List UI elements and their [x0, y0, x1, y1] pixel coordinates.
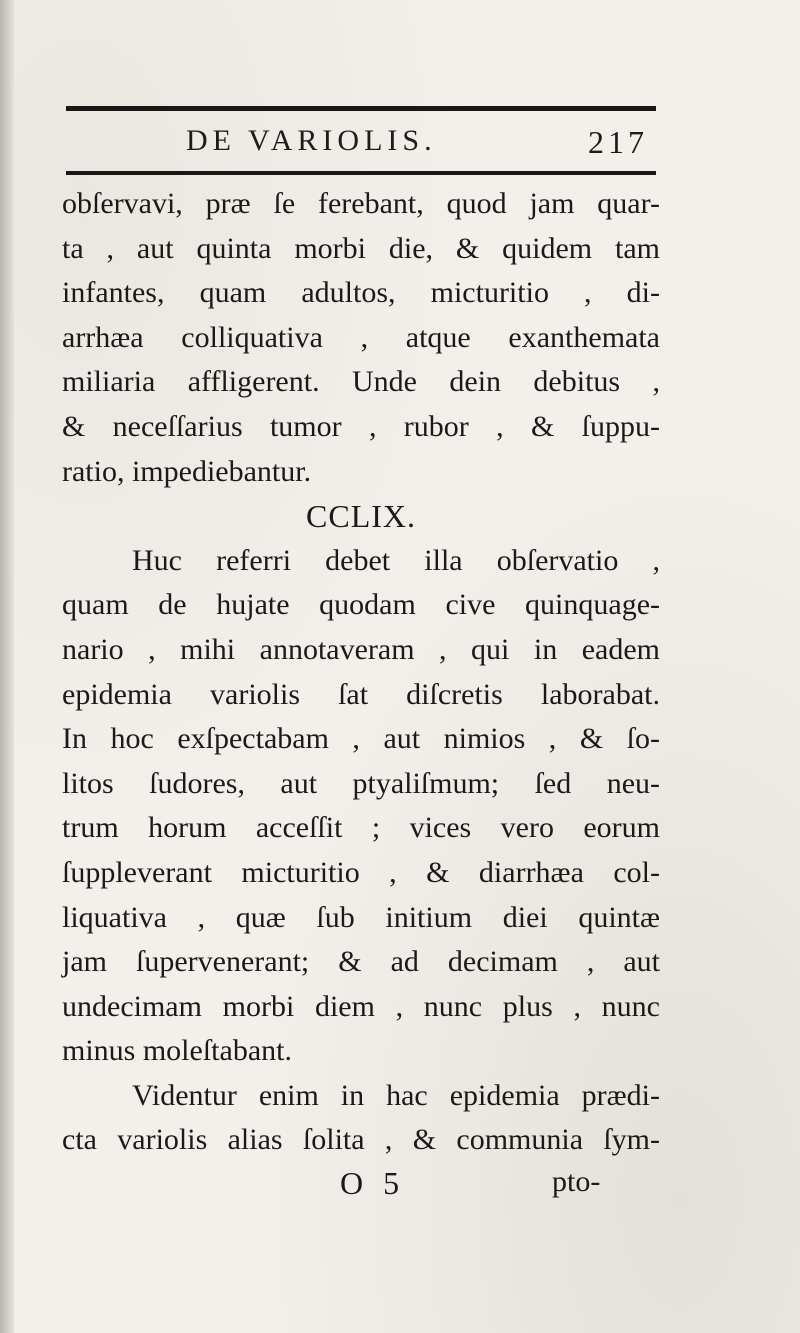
- running-title: DE VARIOLIS.: [186, 124, 437, 157]
- text-line: ſuppleverant micturitio , & diarrhæa col-: [62, 855, 660, 889]
- signature-mark: O 5: [340, 1165, 406, 1201]
- header-rule-top: [66, 106, 656, 111]
- text-line: infantes, quam adultos, micturitio , di-: [62, 276, 660, 310]
- text-line: trum horum acceſſit ; vices vero eorum: [62, 811, 660, 845]
- text-line: cta variolis alias ſolita , & communia ſym-: [62, 1123, 660, 1157]
- page-number: 217: [588, 124, 648, 160]
- text-line: Huc referri debet illa obſervatio ,: [132, 543, 660, 577]
- text-line: obſervavi, præ ſe ferebant, quod jam quar-: [62, 187, 660, 220]
- running-head: [66, 118, 656, 168]
- text-line: Videntur enim in hac epidemia prædi-: [132, 1078, 660, 1112]
- text-line: quam de hujate quodam cive quinquage-: [62, 588, 660, 622]
- text-line: ratio, impediebantur.: [62, 454, 312, 488]
- text-line: & neceſſarius tumor , rubor , & ſuppu-: [62, 409, 660, 443]
- catchword: pto-: [552, 1165, 601, 1198]
- text-line: litos ſudores, aut ptyaliſmum; ſed neu-: [62, 766, 660, 800]
- text-line: undecimam morbi diem , nunc plus , nunc: [62, 989, 660, 1023]
- header-rule-bottom: [66, 171, 656, 175]
- text-line: nario , mihi annotaveram , qui in eadem: [62, 632, 660, 666]
- text-line: liquativa , quæ ſub initium diei quintæ: [62, 900, 660, 934]
- text-line: In hoc exſpectabam , aut nimios , & ſo-: [62, 722, 660, 756]
- section-heading: CCLIX.: [306, 498, 416, 535]
- text-line: miliaria affligerent. Unde dein debitus ,: [62, 365, 660, 399]
- text-line: jam ſupervenerant; & ad decimam , aut: [62, 945, 660, 979]
- text-line: arrhæa colliquativa , atque exanthemata: [62, 320, 660, 354]
- body-text: [62, 182, 660, 1163]
- text-line: ta , aut quinta morbi die, & quidem tam: [62, 231, 660, 265]
- text-line: minus moleſtabant.: [62, 1034, 292, 1068]
- page-gutter-edge: [0, 0, 14, 1333]
- text-line: epidemia variolis ſat diſcretis laborabat.: [62, 677, 660, 711]
